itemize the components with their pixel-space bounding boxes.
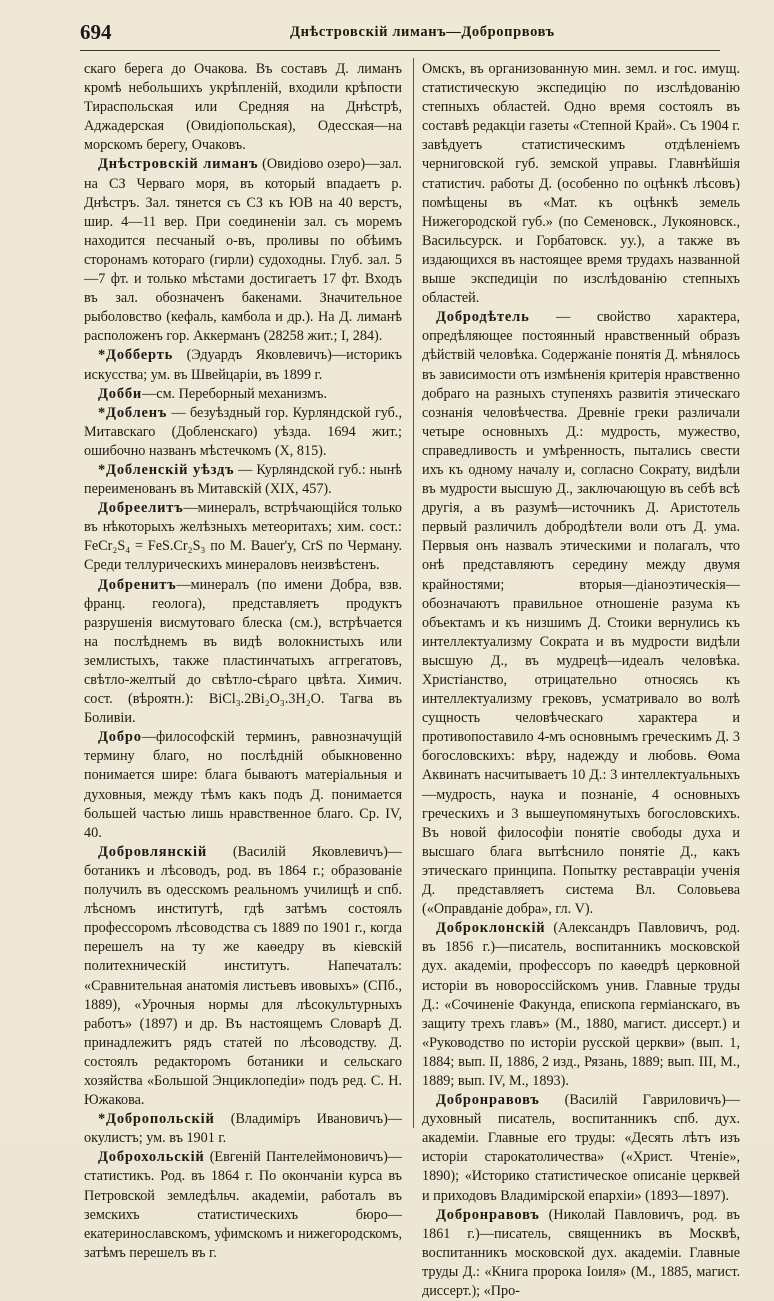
dictionary-entry [422,1091,740,1206]
dictionary-entry [84,728,402,843]
entry-text: скаго берега до Очакова. Въ составъ Д. лиманъ кромѣ небольшихъ укрѣпленій, входили крѣпости Тираспольская или Средняя на Днѣстрѣ, Аджадерская (Овидіопольская), Одесская—на морскомъ берегу, Очаковъ. [84,61,402,154]
entry-headword: Днѣстровскій лиманъ [98,156,259,173]
entry-headword: *Добленскій уѣздъ [98,461,235,478]
entry-continuation [422,60,740,308]
entry-text: — свойство характера, опредѣляющее постоянный нравственный образъ дѣйствій человѣка. Содержаніе понятія Д. мѣнялось въ зависимости отъ измѣненія критерія нравственно добраго на разныхъ ступеняхъ развитія этическаго сознанія человѣчества. Древніе греки различали четыре основныхъ Д.: мудрость, мужество, справедливость и умѣренность, пытались свести ихъ къ одному началу и, согласно Сократу, видѣли въ мудрости высшую Д., заключающую въ себѣ всѣ другія, а въ разумѣ—источникъ Д. Аристотель первый различилъ добродѣтели воли отъ Д. ума. Первыя онъ назвалъ этическими и полагалъ, что онѣ представляютъ середину между двумя крайностями; вторыя—діаноэтическія—обозначаютъ правильное отношеніе разума къ объектамъ и къ низшимъ Д. Стоики вернулись къ интеллектуализму Сократа и въ мудрости видѣли высшую Д., въ мудрецѣ—идеалъ человѣка. Христіанство, отрицательно относясь къ интеллектуализму грековъ, усматривало во волѣ сущность человѣческаго характера и противопоставило 4-мъ основнымъ греческимъ Д. 3 богословскихъ: вѣру, надежду и любовь. Ѳома Аквинатъ насчитываетъ 10 Д.: 3 интеллектуальныхъ—мудрость, наука и познаніе, 4 основныхъ греческихъ и 3 вышеупомянутыхъ богословскихъ. Въ новой философіи понятіе свободы духа и высшаго блага вытѣснило понятіе Д., какъ этическаго принципа. Попытку реставраціи ученія Д. представляетъ система Вл. Соловьева («Оправданіе добра», гл. V). [422,309,740,918]
entry-text: (Эдуардъ Яковлевичъ)—историкъ искусства; ум. въ Швейцаріи, въ 1899 г. [84,347,402,383]
running-head: Днѣстровскій лиманъ—Добропрвовъ [290,24,555,40]
column-divider [413,58,414,1128]
entry-continuation [84,60,402,155]
dictionary-entry [84,346,402,384]
dictionary-entry [84,1148,402,1263]
entry-headword: Добродѣтель [436,309,530,326]
header-rule [80,50,720,51]
entry-headword: Добронравовъ [436,1092,540,1109]
entry-headword: *Добропольскій [98,1111,215,1128]
entry-text: (Николай Павловичъ, род. въ 1861 г.)—писатель, священникъ въ Москвѣ, воспитанникъ московской дух. академіи. Главные труды Д.: «Книга пророка Іоиля» (М., 1885, магист. диссерт.); «Про- [422,1206,740,1299]
dictionary-entry [422,919,740,1091]
right-column [422,60,740,1299]
entry-headword: Добровлянскій [98,843,207,860]
entry-text: — Курляндской губ.: нынѣ переименованъ въ Митавскій (XIX, 457). [84,461,402,498]
entry-text: —минералъ (по имени Добра, взв. франц. геолога), представляетъ продуктъ разрушенія висмутоваго блеска (см.), встрѣчается на послѣднемъ въ видѣ волокнистыхъ или землистыхъ, также пластинчатыхъ аггрегатовъ, свѣтло-желтый до свѣтло-сѣраго цвѣта. Химич. сост. (вѣроятн.): BiCl₃.2Bi₂O₃.3H₂O. Тагва въ Боливіи. [84,576,402,727]
page-number: 694 [80,20,112,44]
entry-text: — безуѣздный гор. Курляндской губ., Митавскаго (Добленскаго) уѣзда. 1694 жит.; ошибочно названъ мѣстечкомъ (X, 815). [84,404,402,459]
dictionary-entry [84,1110,402,1148]
entry-text: (Овидіово озеро)—зал. на СЗ Черваго моря, въ который впадаетъ р. Днѣстръ. Зал. тянется съ СЗ къ ЮВ на 40 верстъ, шир. 4—11 вер. При соединеніи зал. съ моремъ находится песчаный о-въ, проливы по обѣимъ сторонамъ котораго (гирли) судоходны. Глуб. зал. 5—7 фт. и только мѣстами достигаетъ 17 фт. Входъ въ зал. обозначенъ бакенами. Значительное рыболовство (кефаль, камбола и др.). На Д. лиманѣ расположенъ гор. Аккерманъ (28258 жит.; I, 284). [84,156,402,345]
dictionary-entry [422,308,740,919]
entry-headword: Добренитъ [98,576,177,593]
entry-headword: *Добленъ [98,404,168,421]
entry-text: —философскій терминъ, равнозначущій термину благо, но послѣдній обыкновенно понимается шире: блага бываютъ матеріальныя и духовныя, между тѣмъ какъ подъ Д. понимается большей частью лишь нравственное благо. Ср. IV, 40. [84,729,402,841]
entry-text: (Александръ Павловичъ, род. въ 1856 г.)—писатель, воспитанникъ московской дух. академіи, профессоръ по каѳедрѣ церковной исторіи въ новороссійскомъ унив. Главные труды Д.: «Сочиненіе Факунда, епископа герміанскаго, въ защиту трехъ главъ» (М., 1880, магист. диссерт.) и «Руководство по исторіи русской церкви» (вып. 1, 1884; вып. II, 1886, 2 изд., Рязань, 1889; вып. III, М., 1889; вып. IV, М., 1893). [422,920,740,1089]
dictionary-entry [84,461,402,499]
entry-headword: Добреелитъ [98,500,184,517]
entry-text: (Владиміръ Ивановичъ)—окулистъ; ум. въ 1901 г. [84,1111,402,1147]
dictionary-entry [84,843,402,1110]
dictionary-entry [84,404,402,461]
dictionary-entry [84,499,402,575]
entry-text: —минералъ, встрѣчающійся только въ нѣкоторыхъ желѣзныхъ метеоритахъ; хим. сост.: FeCr₂S₄ = FeS.Cr₂S₃ по М. Bauer'у, CrS по Черману. Среди теллурическихъ минераловъ неизвѣстенъ. [84,500,402,574]
entry-headword: Доброклонскій [436,920,546,937]
dictionary-entry [84,385,402,404]
entry-text: Омскъ, въ организованную мин. земл. и гос. имущ. статистическую экспедицію по изслѣдованію степныхъ областей. Одно время состоялъ въ составѣ редакціи газеты «Степной Край». Съ 1904 г. завѣдуетъ статистическимъ отдѣленіемъ черниговской губ. земской управы. Главнѣйшія статистич. работы Д. (особенно по оцѣнкѣ лѣсовъ) помѣщены въ «Мат. къ оцѣнкѣ земель Нижегородской губ.» (по Семеновск., Лукояновск., Васильсурск. и Горбатовск. уу.), а также въ издающихся въ настоящее время трудахъ названной выше экспедиціи по изслѣдованію степныхъ областей. [422,61,740,307]
entry-text: (Василій Яковлевичъ)—ботаникъ и лѣсоводъ, род. въ 1864 г.; образованіе получилъ въ одесскомъ реальномъ училищѣ и спб. лѣсномъ институтѣ, гдѣ затѣмъ состоялъ профессоромъ лѣсоводства съ 1889 по 1901 г., когда перешелъ на ту же каѳедру въ кіевскій политехническій институтъ. Напечаталъ: «Сравнительная анатомія листьевъ ивовыхъ» (СПб., 1889), «Урочныя нормы для лѣсокультурныхъ работъ» (1897) и др. Въ настоящемъ Словарѣ Д. принадлежитъ рядъ статей по лѣсоводству. Д. состоялъ редакторомъ ботаники и сельскаго хозяйства «Большой Энциклопедіи» подъ ред. С. Н. Южакова. [84,843,402,1109]
entry-text: (Евгеній Пантелеймоновичъ)—статистикъ. Род. въ 1864 г. По окончаніи курса въ Петровской земледѣльч. академіи, работалъ въ земскихъ статистическихъ бюро—екатеринославскомъ, уфимскомъ и нижегородскомъ, затѣмъ перешелъ въ г. [84,1149,402,1261]
dictionary-entry [422,1206,740,1301]
dictionary-entry [84,576,402,729]
entry-headword: Добби [98,385,143,402]
entry-headword: Добронравовъ [436,1206,540,1223]
dictionary-entry [84,155,402,346]
entry-headword: Доброхольскій [98,1149,205,1166]
entry-headword: *Добберть [98,347,174,364]
left-column [84,60,402,1261]
entry-text: —см. Переборный механизмъ. [142,385,327,402]
entry-text: (Василій Гавриловичъ)—духовный писатель, воспитанникъ спб. дух. академіи. Главные его труды: «Десять лѣтъ изъ исторіи старокатоличества» («Христ. Чтеніе», 1890); «Историко статистическое описаніе церквей и приходовъ Владимірской епархіи» (1893—1897). [422,1092,740,1204]
entry-headword: Добро [98,729,142,746]
